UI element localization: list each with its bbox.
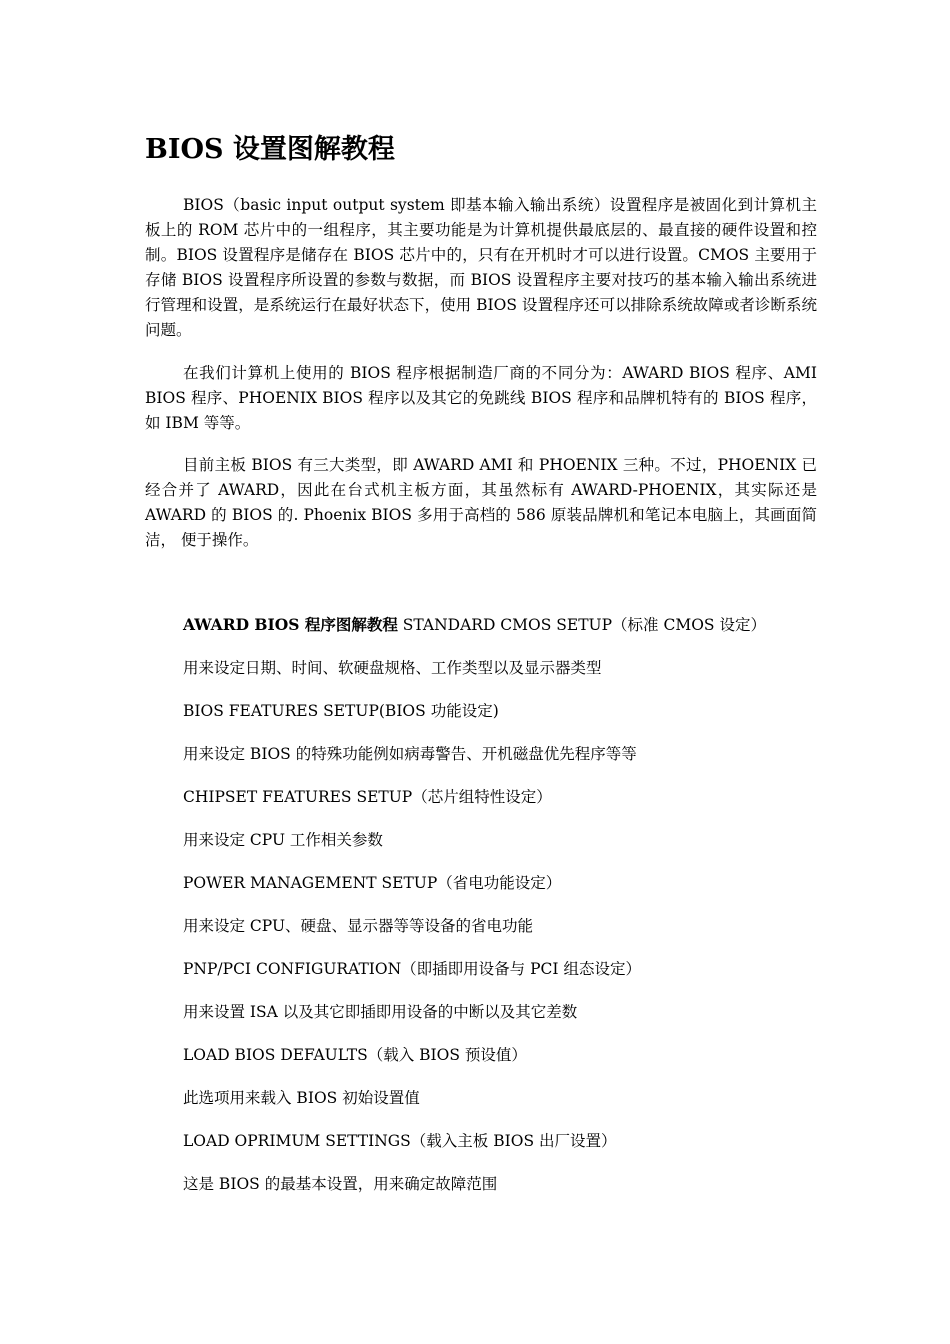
intro-paragraph: BIOS（basic input output system 即基本输入输出系统）设置程序是被固化到计算机主板上的 ROM 芯片中的一组程序，其主要功能是为计算机提供最底层的、最直接的硬件设置和控制。BIOS 设置程序是储存在 BIOS 芯片中的，只有在开机时才可以进行设置。CMOS 主要用于存储 BIOS 设置程序所设置的参数与数据，而 BIOS 设置程序主要对技巧的基本输入输出系统进行管理和设置，是系统运行在最好状态下，使用 BIOS 设置程序还可以排除系统故障或者诊断系统问题。 bbox=[145, 196, 817, 339]
section-heading bbox=[183, 612, 817, 655]
section-heading-rest: STANDARD CMOS SETUP（标准 CMOS 设定） bbox=[397, 616, 766, 634]
list-item: 用来设定日期、时间、软硬盘规格、工作类型以及显示器类型 bbox=[183, 659, 602, 677]
list-item: LOAD OPRIMUM SETTINGS（载入主板 BIOS 出厂设置） bbox=[183, 1132, 617, 1150]
list-item: 用来设定 CPU 工作相关参数 bbox=[183, 831, 383, 849]
bios-menu-list bbox=[183, 612, 817, 1214]
list-item: 用来设定 BIOS 的特殊功能例如病毒警告、开机磁盘优先程序等等 bbox=[183, 745, 637, 763]
list-item: POWER MANAGEMENT SETUP（省电功能设定） bbox=[183, 874, 562, 892]
list-item: LOAD BIOS DEFAULTS（载入 BIOS 预设值） bbox=[183, 1046, 527, 1064]
list-item: 用来设置 ISA 以及其它即插即用设备的中断以及其它差数 bbox=[183, 1003, 578, 1021]
list-item: 用来设定 CPU、硬盘、显示器等等设备的省电功能 bbox=[183, 917, 534, 935]
list-item: 此选项用来载入 BIOS 初始设置值 bbox=[183, 1089, 420, 1107]
list-item: BIOS FEATURES SETUP(BIOS 功能设定) bbox=[183, 702, 499, 720]
list-item: CHIPSET FEATURES SETUP（芯片组特性设定） bbox=[183, 788, 552, 806]
list-item: 这是 BIOS 的最基本设置，用来确定故障范围 bbox=[183, 1175, 498, 1193]
bios-types-paragraph: 在我们计算机上使用的 BIOS 程序根据制造厂商的不同分为：AWARD BIOS 程序、AMI BIOS 程序、PHOENIX BIOS 程序以及其它的免跳线 BIOS 程序和品牌机特有的 BIOS 程序，如 IBM 等等。 bbox=[145, 364, 817, 432]
section-heading-bold: AWARD BIOS 程序图解教程 bbox=[183, 615, 398, 634]
bios-vendors-paragraph: 目前主板 BIOS 有三大类型，即 AWARD AMI 和 PHOENIX 三种。不过，PHOENIX 已经合并了 AWARD，因此在台式机主板方面，其虽然标有 AWARD-PHOENIX，其实际还是 AWARD 的 BIOS 的. Phoenix BIOS 多用于高档的 586 原装品牌机和笔记本电脑上，其画面简洁， 便于操作。 bbox=[145, 456, 817, 549]
page-title: BIOS 设置图解教程 bbox=[145, 134, 395, 165]
list-item: PNP/PCI CONFIGURATION（即插即用设备与 PCI 组态设定） bbox=[183, 960, 641, 978]
